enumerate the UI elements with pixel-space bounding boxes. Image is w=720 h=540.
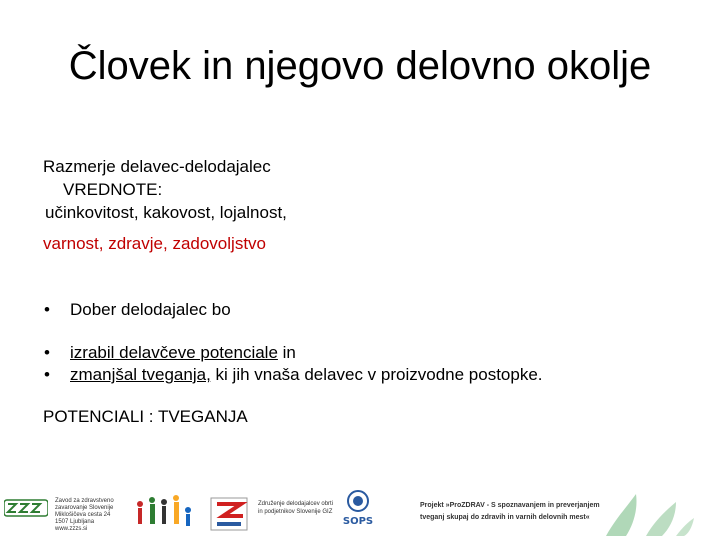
values-line-2: varnost, zdravje, zadovoljstvo	[43, 234, 266, 253]
zzzs-text: Zavod za zdravstveno zavarovanje Slovenije Miklošičeva cesta 24 1507 Ljubljana www.zzzs.si	[55, 498, 114, 532]
people-figures-logo	[130, 490, 220, 536]
values-line-1: učinkovitost, kakovost, lojalnost,	[45, 203, 287, 222]
bullet-text: Dober delodajalec bo	[70, 300, 231, 319]
bullet-item	[44, 299, 231, 320]
sops-logo	[333, 488, 383, 528]
bullet-dot: •	[44, 300, 50, 319]
slide-title: Človek in njegovo delovno okolje	[68, 44, 652, 88]
sops-label: SOPS	[342, 516, 374, 527]
obrti-association-logo	[209, 496, 249, 532]
bullet-text: in	[277, 343, 296, 362]
zzzs-logo	[4, 496, 48, 520]
footer-logos	[0, 486, 720, 540]
bullet-underlined-text: izrabil delavčeve potenciale	[70, 343, 278, 362]
obrti-association-text: Združenje delodajalcev obrti in podjetnikov Slovenije GIZ	[258, 501, 334, 515]
bullet-item	[44, 342, 296, 363]
leaf-decoration	[596, 488, 696, 538]
bullet-text: ki jih vnaša delavec v proizvodne postopke.	[210, 365, 543, 384]
relationship-line: Razmerje delavec-delodajalec	[43, 157, 271, 176]
bullet-dot: •	[44, 343, 50, 362]
bullet-underlined-text: zmanjšal tveganja,	[70, 365, 211, 384]
bullet-item	[44, 364, 543, 385]
bullet-dot: •	[44, 365, 50, 384]
closing-line: POTENCIALI : TVEGANJA	[43, 407, 248, 426]
project-text: Projekt »ProZDRAV - S spoznavanjem in preverjanjem tveganj skupaj do zdravih in varnih delovnih mest«	[420, 502, 600, 521]
values-heading: VREDNOTE:	[63, 180, 163, 199]
